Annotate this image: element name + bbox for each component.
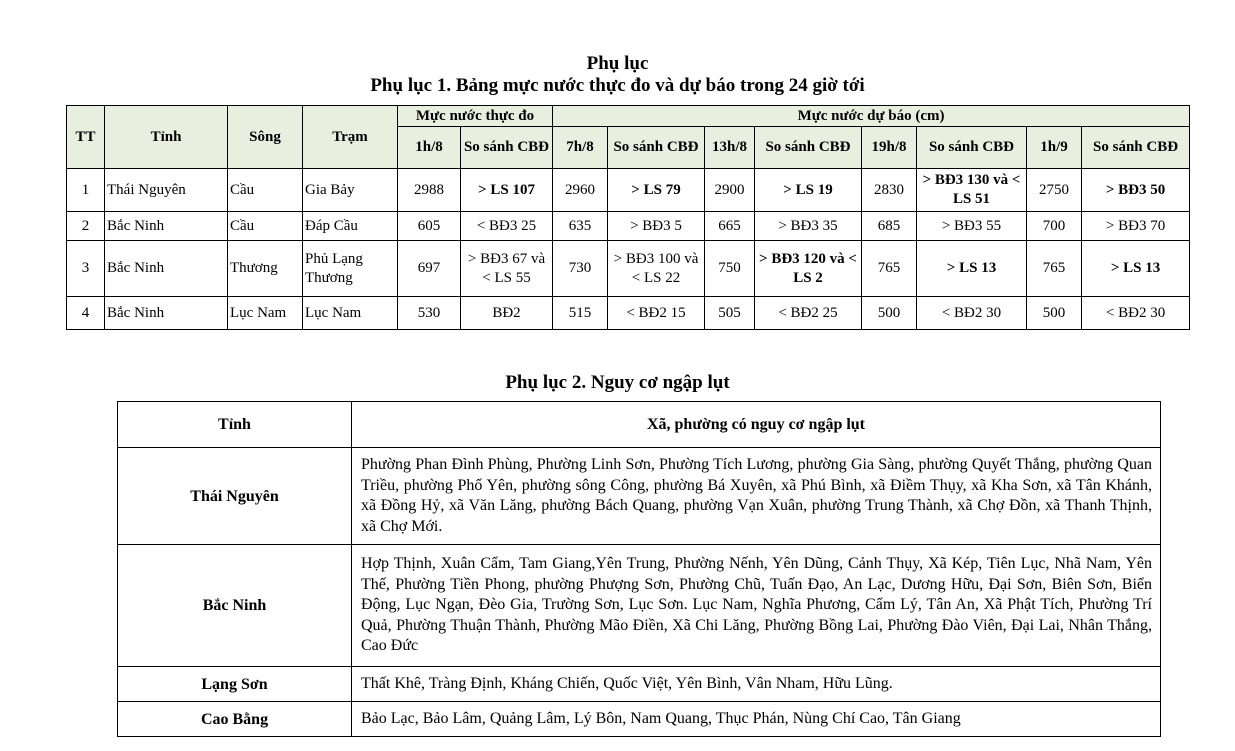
cell-compare: > LS 107 [461,169,553,212]
table-row [67,169,1190,212]
cell-song: Thương [228,241,303,297]
cell-compare: > BĐ3 35 [755,212,862,241]
cell-compare: < BĐ2 30 [1082,297,1190,330]
cell-value: 500 [862,297,917,330]
cell-value: 765 [1027,241,1082,297]
flood-risk-table [117,401,1161,737]
header-tt: TT [67,106,105,169]
cell-province: Cao Bằng [118,702,352,737]
water-level-table [66,105,1190,330]
header-tinh: Tỉnh [118,402,352,448]
table-row [118,702,1161,737]
header-tram: Trạm [303,106,398,169]
cell-compare: > BĐ3 100 và < LS 22 [608,241,705,297]
cell-value: 2900 [705,169,755,212]
table-row [67,241,1190,297]
table-header-row [67,106,1190,127]
table1-title: Phụ lục 1. Bảng mực nước thực đo và dự báo trong 24 giờ tới [370,75,865,96]
header-col: So sánh CBĐ [917,127,1027,169]
header-col: So sánh CBĐ [755,127,862,169]
cell-value: 2988 [398,169,461,212]
cell-compare: > BĐ3 50 [1082,169,1190,212]
cell-tt: 3 [67,241,105,297]
cell-value: 530 [398,297,461,330]
table-row [67,212,1190,241]
cell-tinh: Thái Nguyên [105,169,228,212]
cell-value: 500 [1027,297,1082,330]
cell-value: 750 [705,241,755,297]
cell-compare: > BĐ3 120 và < LS 2 [755,241,862,297]
cell-value: 2830 [862,169,917,212]
cell-compare: > LS 13 [917,241,1027,297]
header-col: 1h/9 [1027,127,1082,169]
cell-compare: > LS 19 [755,169,862,212]
cell-tram: Gia Bảy [303,169,398,212]
header-col: So sánh CBĐ [461,127,553,169]
cell-compare: < BĐ3 25 [461,212,553,241]
page-title: Phụ lục [586,53,649,74]
cell-song: Cầu [228,169,303,212]
cell-tram: Lục Nam [303,297,398,330]
header-col: So sánh CBĐ [1082,127,1190,169]
cell-value: 2750 [1027,169,1082,212]
cell-song: Lục Nam [228,297,303,330]
cell-compare: < BĐ2 15 [608,297,705,330]
cell-value: 505 [705,297,755,330]
table-row [118,545,1161,667]
cell-tinh: Bắc Ninh [105,241,228,297]
cell-tt: 2 [67,212,105,241]
header-xa: Xã, phường có nguy cơ ngập lụt [352,402,1161,448]
cell-value: 765 [862,241,917,297]
cell-compare: > LS 13 [1082,241,1190,297]
cell-value: 515 [553,297,608,330]
cell-communes: Bảo Lạc, Bảo Lâm, Quảng Lâm, Lý Bôn, Nam Quang, Thục Phán, Nùng Chí Cao, Tân Giang [352,702,1161,737]
cell-value: 635 [553,212,608,241]
cell-compare: > BĐ3 67 và < LS 55 [461,241,553,297]
table2-title: Phụ lục 2. Nguy cơ ngập lụt [505,372,730,393]
cell-tram: Phủ Lạng Thương [303,241,398,297]
header-col: 1h/8 [398,127,461,169]
header-forecast: Mực nước dự báo (cm) [553,106,1190,127]
cell-tt: 1 [67,169,105,212]
table-row [118,448,1161,545]
cell-compare: > BĐ3 55 [917,212,1027,241]
cell-tinh: Bắc Ninh [105,212,228,241]
cell-compare: > BĐ3 70 [1082,212,1190,241]
header-song: Sông [228,106,303,169]
cell-compare: > LS 79 [608,169,705,212]
header-tinh: Tỉnh [105,106,228,169]
cell-song: Cầu [228,212,303,241]
cell-communes: Thất Khê, Tràng Định, Kháng Chiến, Quốc Việt, Yên Bình, Vân Nham, Hữu Lũng. [352,667,1161,702]
cell-province: Lạng Sơn [118,667,352,702]
cell-value: 730 [553,241,608,297]
cell-province: Bắc Ninh [118,545,352,667]
cell-value: 605 [398,212,461,241]
cell-compare: > BĐ3 5 [608,212,705,241]
header-col: 7h/8 [553,127,608,169]
cell-compare: < BĐ2 25 [755,297,862,330]
cell-compare: BĐ2 [461,297,553,330]
cell-tram: Đáp Cầu [303,212,398,241]
cell-value: 2960 [553,169,608,212]
header-col: 19h/8 [862,127,917,169]
header-col: 13h/8 [705,127,755,169]
header-measured: Mực nước thực đo [398,106,553,127]
cell-tt: 4 [67,297,105,330]
table-row [118,667,1161,702]
cell-value: 665 [705,212,755,241]
cell-value: 697 [398,241,461,297]
table-header-row [118,402,1161,448]
cell-communes: Hợp Thịnh, Xuân Cẩm, Tam Giang,Yên Trung, Phường Nếnh, Yên Dũng, Cảnh Thụy, Xã Kép, Tiên Lục, Nhã Nam, Yên Thế, Phường Tiền Phong, phường Phượng Sơn, Phường Chũ, Tuấn Đạo, An Lạc, Dương Hữu, Đại Sơn, Biên Sơn, Biển Động, Lục Ngạn, Đèo Gia, Trường Sơn, Lục Sơn. Lục Nam, Nghĩa Phương, Cẩm Lý, Tân An, Xã Phật Tích, Phường Trí Quả, Phường Thuận Thành, Phường Mão Điền, Xã Chi Lăng, Phường Bồng Lai, Phường Đào Viên, Đại Lai, Nhân Thắng, Cao Đức [352,545,1161,667]
cell-value: 700 [1027,212,1082,241]
cell-province: Thái Nguyên [118,448,352,545]
table-row [67,297,1190,330]
header-col: So sánh CBĐ [608,127,705,169]
cell-compare: > BĐ3 130 và < LS 51 [917,169,1027,212]
cell-tinh: Bắc Ninh [105,297,228,330]
cell-compare: < BĐ2 30 [917,297,1027,330]
cell-communes: Phường Phan Đình Phùng, Phường Linh Sơn, Phường Tích Lương, phường Gia Sàng, phường Quyết Thắng, phường Quan Triều, phường Phổ Yên, phường sông Công, phường Bá Xuyên, xã Phú Bình, xã Điềm Thụy, xã Kha Sơn, xã Tân Khánh, xã Đồng Hỷ, xã Văn Lăng, phường Bách Quang, phường Vạn Xuân, phường Trung Thành, xã Chợ Đồn, xã Thanh Thịnh, xã Chợ Mới. [352,448,1161,545]
cell-value: 685 [862,212,917,241]
